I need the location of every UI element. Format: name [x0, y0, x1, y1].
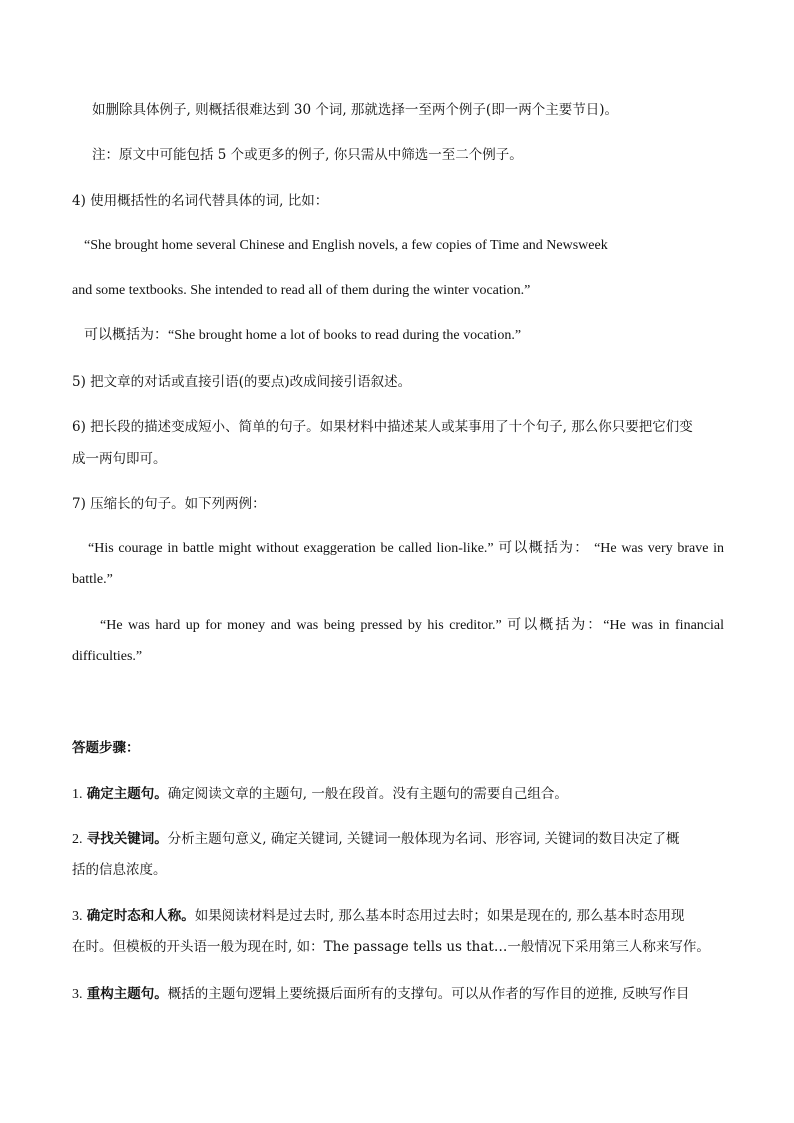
step-4-line-1	[72, 984, 724, 1005]
step-2-text: 分析主题句意义, 确定关键词, 关键词一般体现为名词、形容词, 关键词的数目决定了概	[167, 831, 680, 847]
example-quote-line-1: “She brought home several Chinese and English novels, a few copies of Time and Newsweek	[84, 238, 608, 253]
example-quote-line-2: and some textbooks. She intended to read all of them during the winter vocation.”	[72, 283, 531, 298]
step-4-number: 3.	[72, 987, 83, 1002]
step-2-line-2: 括的信息浓度。	[72, 862, 167, 878]
step-2-number: 2.	[72, 832, 83, 847]
tip-7-heading: 7) 压缩长的句子。如下列两例：	[72, 496, 266, 512]
steps-heading: 答题步骤：	[72, 740, 140, 756]
tip-6-line-1: 6) 把长段的描述变成短小、简单的句子。如果材料中描述某人或某事用了十个句子, 那么你只要把它们变	[72, 419, 693, 435]
step-4-text: 概括的主题句逻辑上要统摄后面所有的支撑句。可以从作者的写作目的逆推, 反映写作目	[167, 986, 690, 1002]
step-3-line-2: 在时。但模板的开头语一般为现在时, 如：The passage tells us that…一般情况下采用第三人称来写作。	[72, 939, 710, 955]
tip-6-line-2: 成一两句即可。	[72, 451, 167, 467]
step-1-text: 确定阅读文章的主题句, 一般在段首。没有主题句的需要自己组合。	[167, 786, 568, 802]
step-1	[72, 784, 724, 805]
step-1-title: 确定主题句。	[86, 786, 168, 802]
example-1-line-1: “His courage in battle might without exaggeration be called lion-like.” 可以概括为： “He was very brave in	[88, 541, 724, 556]
step-3-number: 3.	[72, 909, 83, 924]
example-1-line-2: battle.”	[72, 572, 113, 587]
step-3-text: 如果阅读材料是过去时, 那么基本时态用过去时；如果是现在的, 那么基本时态用现	[194, 908, 685, 924]
example-2-line-1: “He was hard up for money and was being pressed by his creditor.” 可以概括为：“He was in financial	[100, 618, 724, 633]
example-summary: 可以概括为：“She brought home a lot of books to read during the vocation.”	[84, 328, 522, 343]
tip-5-heading: 5) 把文章的对话或直接引语(的要点)改成间接引语叙述。	[72, 374, 412, 390]
example-2-line-2: difficulties.”	[72, 649, 143, 664]
step-2-line-1	[72, 829, 724, 850]
paragraph-example-note: 如删除具体例子, 则概括很难达到 30 个词, 那就选择一至两个例子(即一两个主要节日)。	[92, 102, 618, 118]
step-1-number: 1.	[72, 787, 83, 802]
tip-4-heading: 4) 使用概括性的名词代替具体的词, 比如：	[72, 193, 329, 209]
step-4-title: 重构主题句。	[86, 986, 168, 1002]
paragraph-original-note: 注：原文中可能包括 5 个或更多的例子, 你只需从中筛选一至二个例子。	[92, 147, 523, 163]
step-3-line-1	[72, 906, 724, 927]
step-2-title: 寻找关键词。	[86, 831, 168, 847]
step-3-title: 确定时态和人称。	[86, 908, 195, 924]
